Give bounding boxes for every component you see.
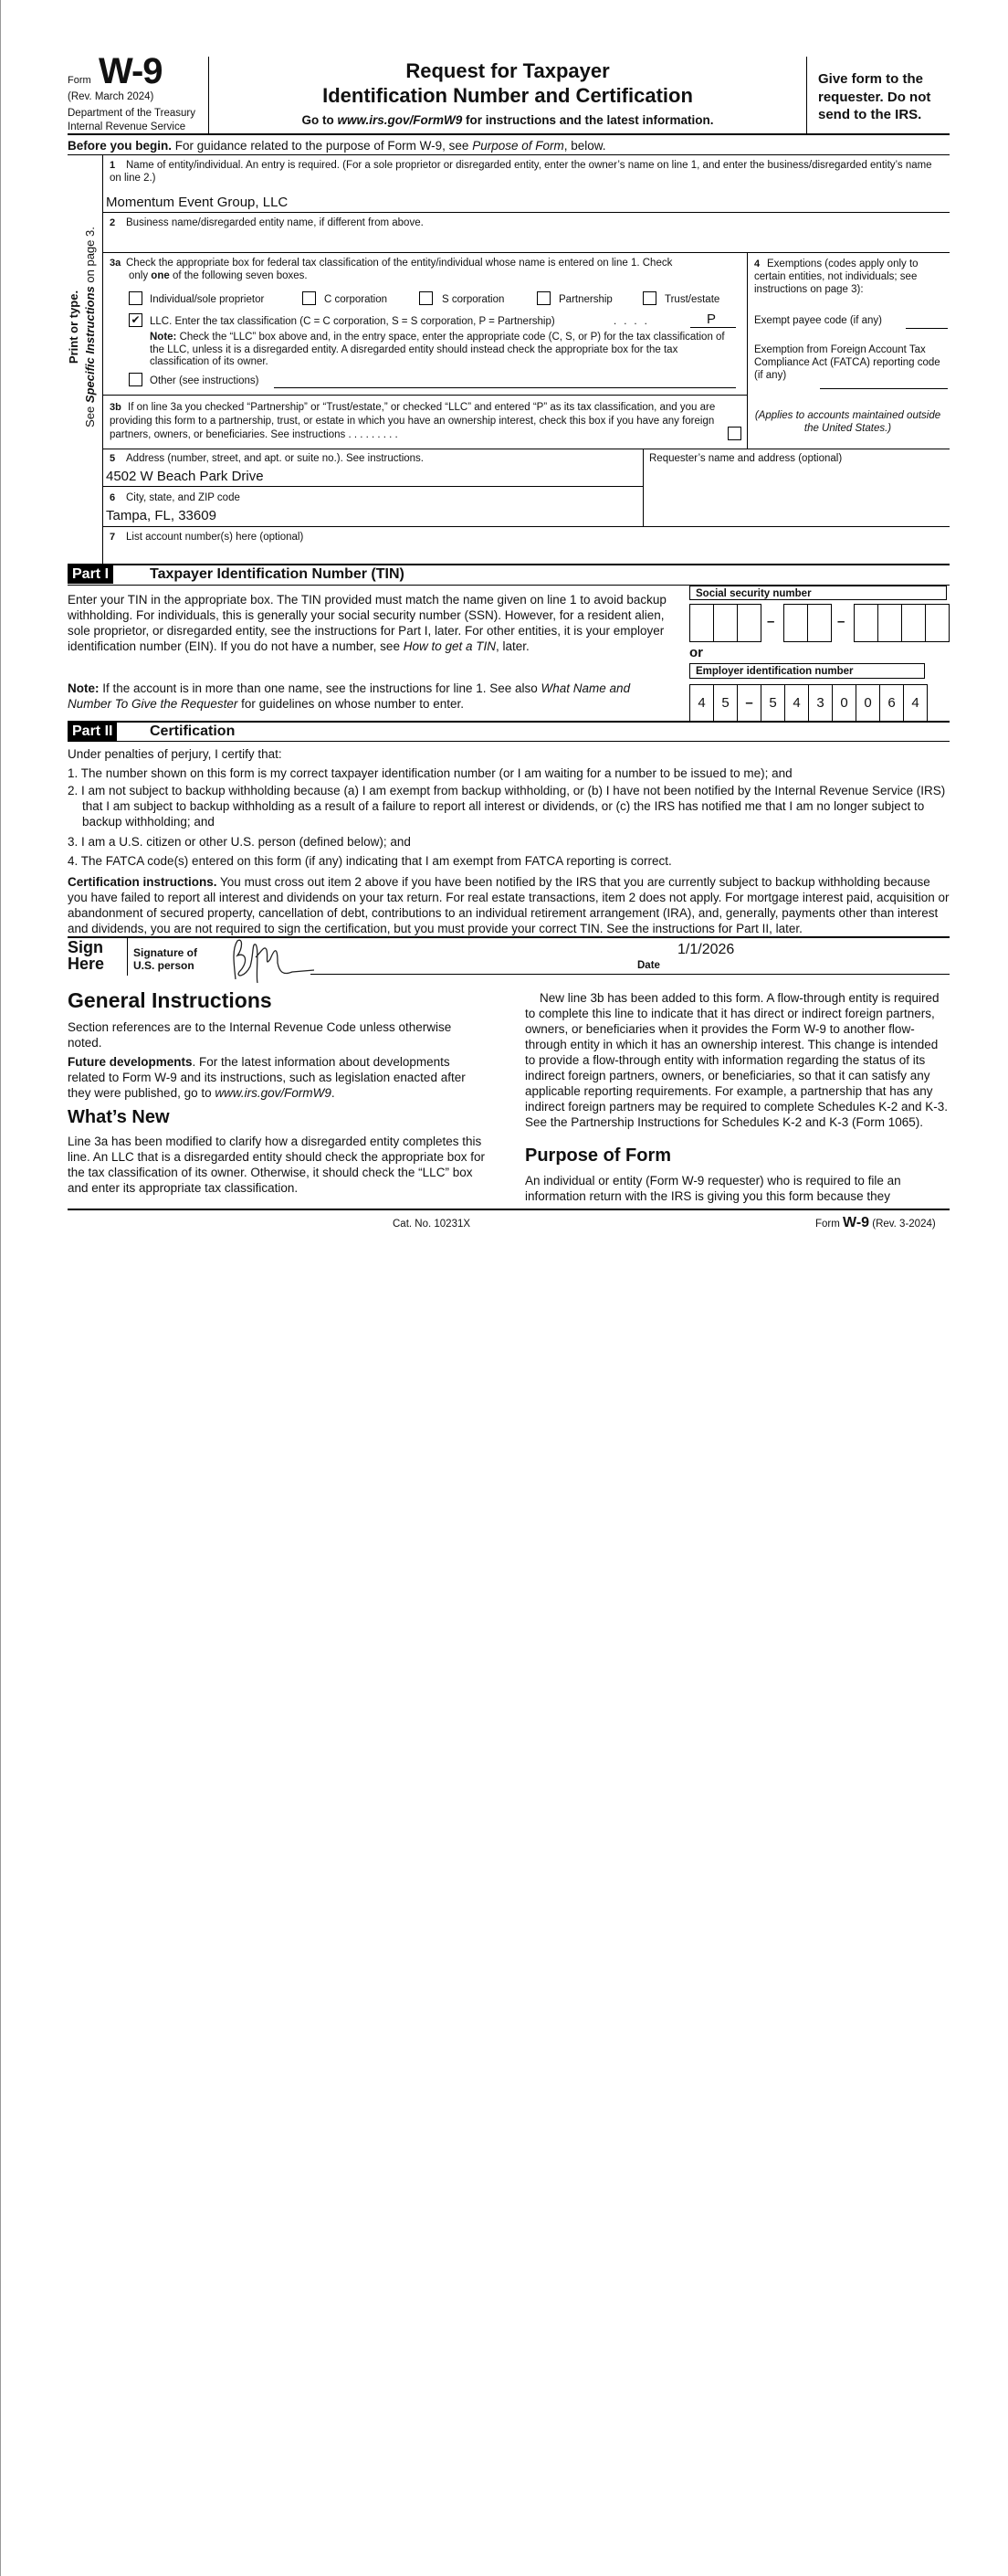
cert-item-4: 4. The FATCA code(s) entered on this form (if any) indicating that I am exempt from FATCA reporting is correct. bbox=[68, 854, 672, 868]
ein-label: Employer identification number bbox=[689, 663, 925, 679]
line3a-label: 3a Check the appropriate box for federal tax classification of the entity/individual whose name is entered on line 1. Check only one of the following seven boxes. bbox=[110, 258, 673, 281]
irs-link-2[interactable]: www.irs.gov/FormW9 bbox=[215, 1086, 331, 1100]
part1-label: Part I bbox=[68, 565, 113, 584]
new-line-3b-text: New line 3b has been added to this form. A flow-through entity is required to complete this line to indicate that it has direct or indirect foreign partners, owners, or beneficiaries when it provides the Form W-9 to another flow-through entity in which it has an ownership interest. This change is intended to provide a flow-through entity with information regarding the status of its indirect foreign partners, owners, or beneficiaries, so that it can satisfy any applicable reporting requirements. For example, a partnership that has any indirect foreign partners may be required to complete Schedules K-2 and K-3. See the Partnership Instructions for Schedules K-2 and K-3 (Form 1065). bbox=[525, 991, 949, 1129]
ssn-digit-box[interactable] bbox=[807, 604, 832, 642]
line4-label: 4 Exemptions (codes apply only to certain entities, not individuals; see instructions on page 3): bbox=[754, 259, 919, 295]
part2-label: Part II bbox=[68, 723, 117, 741]
line1-label: 1 Name of entity/individual. An entry is required. (For a sole proprietor or disregarded entity, enter the owner’s name on line 1, and enter the business/disregarded entity’s name on line 2.) bbox=[110, 160, 932, 184]
line6-city-field[interactable]: Tampa, FL, 33609 bbox=[106, 508, 216, 523]
signature-label: Signature of U.S. person bbox=[133, 946, 198, 972]
option-other: Other (see instructions) bbox=[150, 375, 259, 386]
purpose-text: An individual or entity (Form W-9 requester) who is required to file an information return with the IRS is giving you this form because they bbox=[525, 1174, 901, 1203]
llc-classification-field[interactable]: P bbox=[707, 311, 717, 327]
ein-digit-box[interactable]: 0 bbox=[856, 684, 880, 723]
side-instructions: Print or type. See Specific Instructions on page 3. bbox=[67, 227, 97, 428]
or-separator: or bbox=[689, 645, 703, 660]
form-title: Request for Taxpayer Identification Number and Certification bbox=[322, 59, 693, 107]
line2-label: 2 Business name/disregarded entity name, if different from above. bbox=[110, 217, 424, 228]
checkbox-3b-foreign[interactable] bbox=[728, 427, 741, 440]
form-word: Form bbox=[68, 75, 91, 86]
checkbox-s-corp[interactable] bbox=[419, 291, 433, 305]
ein-digit-box[interactable]: 0 bbox=[832, 684, 856, 723]
fatca-applies-note: (Applies to accounts maintained outside the United States.) bbox=[754, 410, 941, 434]
checkbox-other[interactable] bbox=[129, 373, 142, 386]
checkbox-partnership[interactable] bbox=[537, 291, 551, 305]
requester-label: Requester’s name and address (optional) bbox=[649, 453, 843, 464]
ssn-digit-box[interactable] bbox=[737, 604, 761, 642]
ein-digit-box[interactable]: 5 bbox=[713, 684, 738, 723]
ssn-dash: – bbox=[837, 614, 845, 629]
ssn-digit-box[interactable] bbox=[901, 604, 926, 642]
checkbox-c-corp[interactable] bbox=[302, 291, 316, 305]
option-individual: Individual/sole proprietor bbox=[150, 294, 265, 305]
line6-label: 6 City, state, and ZIP code bbox=[110, 492, 240, 503]
give-form-note: Give form to the requester. Do not send to the IRS. bbox=[818, 71, 931, 122]
ssn-digit-box[interactable] bbox=[713, 604, 738, 642]
line5-label: 5 Address (number, street, and apt. or suite no.). See instructions. bbox=[110, 453, 424, 464]
catalog-number: Cat. No. 10231X bbox=[393, 1219, 471, 1230]
part1-title: Taxpayer Identification Number (TIN) bbox=[150, 566, 404, 582]
exempt-payee-label: Exempt payee code (if any) bbox=[754, 315, 882, 326]
revision: (Rev. March 2024) bbox=[68, 91, 154, 102]
future-developments: Future developments. For the latest information about developments related to Form W-9 and its instructions, such as legislation enacted after they were published, go to www.irs.gov/FormW9. bbox=[68, 1055, 466, 1100]
footer-form-id: Form W-9 (Rev. 3-2024) bbox=[815, 1215, 936, 1230]
ein-digit-box[interactable]: 4 bbox=[784, 684, 809, 723]
other-entry-line[interactable] bbox=[274, 387, 736, 388]
line1-name-field[interactable]: Momentum Event Group, LLC bbox=[106, 195, 289, 210]
option-s-corp: S corporation bbox=[442, 294, 505, 305]
ssn-dash: – bbox=[767, 614, 775, 629]
line3b-text: 3b If on line 3a you checked “Partnership” or “Trust/estate,” or checked “LLC” and entered “P” as its tax classification, and you are providing this form to a partnership, trust, or estate in which you have an ownership interest, check this box if you have any foreign partners, owners, or beneficiaries. See instructions . . . . . . . . . bbox=[110, 402, 716, 440]
agency: Internal Revenue Service bbox=[68, 121, 186, 132]
ein-digit-box[interactable]: 5 bbox=[761, 684, 785, 723]
irs-link[interactable]: www.irs.gov/FormW9 bbox=[337, 113, 463, 127]
ssn-digit-box[interactable] bbox=[854, 604, 878, 642]
ein-digit-box[interactable]: 4 bbox=[903, 684, 928, 723]
option-llc: LLC. Enter the tax classification (C = C corporation, S = S corporation, P = Partnership) bbox=[150, 316, 555, 327]
checkbox-trust-estate[interactable] bbox=[643, 291, 656, 305]
line5-address-field[interactable]: 4502 W Beach Park Drive bbox=[106, 469, 264, 484]
general-p1: Section references are to the Internal Revenue Code unless otherwise noted. bbox=[68, 1020, 452, 1050]
part1-instructions: Enter your TIN in the appropriate box. The TIN provided must match the name given on line 1 to avoid backup withholding. For individuals, this is generally your social security number (SSN). However, for a resident alien, sole proprietor, or disregarded entity, see the instructions for Part I, later. For other entities, it is your employer identification number (EIN). If you do not have a number, see How to get a TIN, later. bbox=[68, 593, 667, 653]
sign-here: Sign Here bbox=[68, 938, 105, 973]
before-you-begin: Before you begin. For guidance related to the purpose of Form W-9, see Purpose of Form, below. bbox=[68, 139, 606, 153]
whats-new-text: Line 3a has been modified to clarify how a disregarded entity completes this line. An LLC that is a disregarded entity should check the appropriate box for the tax classification of its owner. Otherwise, it should check the “LLC” box and enter its appropriate tax classification. bbox=[68, 1135, 486, 1195]
ssn-digit-box[interactable] bbox=[925, 604, 950, 642]
department: Department of the Treasury bbox=[68, 108, 195, 119]
general-instructions-heading: General Instructions bbox=[68, 988, 272, 1012]
goto-line: Go to www.irs.gov/FormW9 for instructions and the latest information. bbox=[301, 113, 714, 127]
cert-intro: Under penalties of perjury, I certify that: bbox=[68, 747, 282, 761]
cert-item-3: 3. I am a U.S. citizen or other U.S. person (defined below); and bbox=[68, 835, 411, 849]
llc-note: Note: Check the “LLC” box above and, in the entry space, enter the appropriate code (C, S, or P) for the tax classification of the LLC, unless it is a disregarded entity. A disregarded entity should instead check the appropriate box for the tax classification of its owner. bbox=[150, 332, 725, 367]
part2-title: Certification bbox=[150, 723, 236, 739]
cert-instructions: Certification instructions. You must cross out item 2 above if you have been notified by the IRS that you are currently subject to backup withholding because you have failed to report all interest and dividends on your tax return. For real estate transactions, item 2 does not apply. For mortgage interest paid, acquisition or abandonment of secured property, cancellation of debt, contributions to an individual retirement arrangement (IRA), and, generally, payments other than interest and dividends, you are not required to sign the certification, but you must provide your correct TIN. See the instructions for Part II, later. bbox=[68, 875, 950, 935]
checkbox-llc[interactable]: ✔ bbox=[129, 313, 142, 327]
cert-item-2: 2. I am not subject to backup withholding because (a) I am exempt from backup withholding, or (b) I have not been notified by the Internal Revenue Service (IRS) that I am subject to backup withholding as a result of a failure to report all interest or dividends, or (c) the IRS has notified me that I am no longer subject to backup withholding; and bbox=[68, 784, 946, 829]
fatca-field[interactable] bbox=[820, 388, 948, 389]
part1-note: Note: If the account is in more than one name, see the instructions for line 1. See also What Name and Number To Give the Requester for guidelines on whose number to enter. bbox=[68, 681, 631, 711]
option-trust-estate: Trust/estate bbox=[665, 294, 720, 305]
ssn-digit-box[interactable] bbox=[689, 604, 714, 642]
page-edge-right bbox=[0, 1288, 1, 2576]
cert-item-1: 1. The number shown on this form is my correct taxpayer identification number (or I am waiting for a number to be issued to me); and bbox=[68, 766, 793, 780]
ein-dash: – bbox=[737, 684, 761, 723]
ein-digit-box[interactable]: 6 bbox=[879, 684, 904, 723]
purpose-heading: Purpose of Form bbox=[525, 1145, 672, 1166]
checkbox-individual[interactable] bbox=[129, 291, 142, 305]
page-edge-left bbox=[0, 0, 1, 1288]
signature-date-field[interactable]: 1/1/2026 bbox=[677, 942, 735, 957]
form-name: W-9 bbox=[99, 51, 163, 91]
whats-new-heading: What’s New bbox=[68, 1107, 170, 1127]
line7-label: 7 List account number(s) here (optional) bbox=[110, 532, 304, 543]
option-c-corp: C corporation bbox=[324, 294, 388, 305]
option-partnership: Partnership bbox=[559, 294, 613, 305]
ein-digit-box[interactable]: 3 bbox=[808, 684, 833, 723]
llc-dots: .... bbox=[614, 316, 655, 327]
ssn-digit-box[interactable] bbox=[877, 604, 902, 642]
ssn-digit-box[interactable] bbox=[783, 604, 808, 642]
exempt-payee-field[interactable] bbox=[906, 328, 948, 329]
ssn-label: Social security number bbox=[689, 586, 947, 600]
date-label: Date bbox=[637, 960, 660, 971]
ein-digit-box[interactable]: 4 bbox=[689, 684, 714, 723]
signature-image[interactable] bbox=[228, 935, 320, 987]
fatca-label: Exemption from Foreign Account Tax Compliance Act (FATCA) reporting code (if any) bbox=[754, 344, 940, 381]
